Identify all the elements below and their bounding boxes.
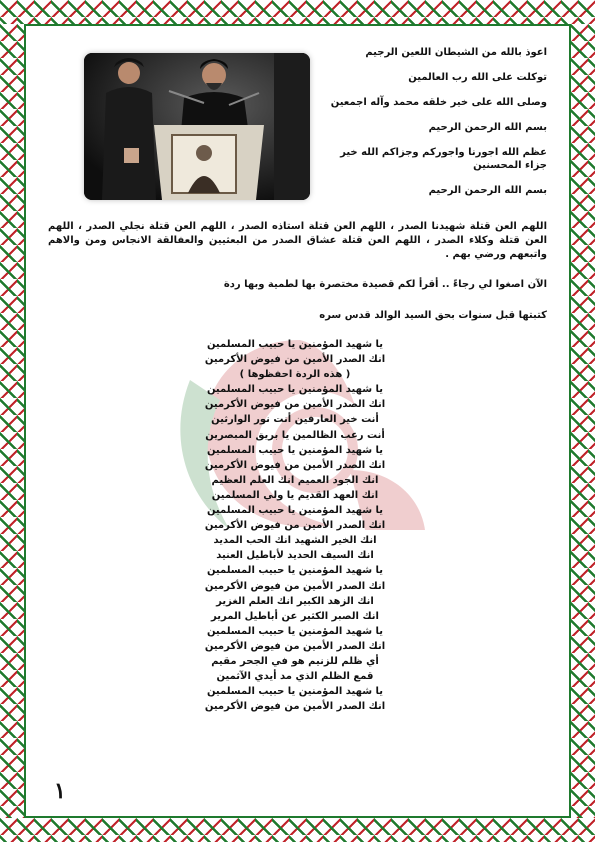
poem-line: انك العهد القديم يا ولي المسلمين (211, 489, 379, 501)
poem-line: انك الصبر الكثير عن أباطيل المرير (211, 610, 379, 622)
decorative-border-left (0, 24, 26, 818)
poem-line: انك الجود العميم انك العلم العظيم (211, 474, 379, 486)
intro-line: بسم الله الرحمن الرحيم (428, 185, 547, 196)
poem-line: يا شهيد المؤمنين يا حبيب المسلمين (206, 625, 384, 637)
poem-line: انك الصدر الأمين من فيوض الأكرمين (204, 354, 386, 366)
poem-line: يا شهيد المؤمنين يا حبيب المسلمين (206, 565, 384, 577)
poem (150, 337, 440, 714)
written-note-text: كتبتها قبل سنوات بحق السيد الوالد قدس سره (319, 310, 547, 321)
intro-line: عظم الله اجورنا واجوركم وجزاكم الله خير جزاء المحسنين (340, 147, 547, 171)
curse-paragraph (48, 220, 547, 262)
poem-line: انك الصدر الأمين من فيوض الأكرمين (204, 399, 386, 411)
poem-line: انك الصدر الأمين من فيوض الأكرمين (204, 520, 386, 532)
intro-block (325, 46, 547, 209)
poem-line: انك الزهد الكبير انك العلم الغزير (216, 595, 374, 607)
decorative-border-right (569, 24, 595, 818)
page-number: ١ (54, 778, 66, 804)
curse-paragraph-text: اللهم العن قتلة شهيدنا الصدر ، اللهم العن قتلة استاذه الصدر ، اللهم العن قتلة نجلي الصدر ، اللهم العن قتلة وكلاء الصدر ، اللهم العن قتلة عشاق الصدر من البعثيين والعفالقة الانجاس ومن والاهم واتبعهم ورضي بهم . (48, 221, 547, 260)
poem-line: انك الصدر الأمين من فيوض الأكرمين (204, 640, 386, 652)
poem-line: أنت رعب الظالمين يا بريق المبصرين (205, 429, 385, 441)
poem-line: انك السيف الحديد لأباطيل العنيد (216, 550, 374, 562)
listen-paragraph-text: الآن اصغوا لي رجاءً .. أقرأ لكم قصيدة مختصرة بها لطمية وبها ردة (223, 279, 547, 290)
poem-line: يا شهيد المؤمنين يا حبيب المسلمين (206, 339, 384, 350)
decorative-border-bottom (0, 816, 595, 842)
decorative-border-top (0, 0, 595, 26)
intro-line: توكلت على الله رب العالمين (408, 72, 547, 83)
poem-line: انك الصدر الأمين من فيوض الأكرمين (204, 701, 386, 713)
written-note-paragraph (48, 309, 547, 323)
poem-line: يا شهيد المؤمنين يا حبيب المسلمين (206, 505, 384, 517)
speaker-photo (84, 53, 310, 200)
poem-line: يا شهيد المؤمنين يا حبيب المسلمين (206, 686, 384, 698)
poem-line: انك الخير الشهيد انك الحب المديد (213, 535, 377, 547)
poem-line: ( هذه الردة احفظوها ) (239, 369, 351, 381)
intro-line: وصلى الله على خير خلقه محمد وآله اجمعين (330, 97, 547, 108)
poem-line: قمع الظلم الذي مد أيدي الآثمين (216, 671, 374, 683)
poem-line: يا شهيد المؤمنين يا حبيب المسلمين (206, 384, 384, 396)
listen-paragraph (48, 278, 547, 292)
poem-line: انك الصدر الأمين من فيوض الأكرمين (204, 580, 386, 592)
poem-line: أي ظلم للزنيم هو في الجحر مقيم (211, 655, 379, 667)
poem-line: يا شهيد المؤمنين يا حبيب المسلمين (206, 444, 384, 456)
intro-line: بسم الله الرحمن الرحيم (428, 122, 547, 133)
poem-line: انك الصدر الأمين من فيوض الأكرمين (204, 459, 386, 471)
poem-line: أنت خير العارفين أنت نور الوارثين (211, 414, 379, 426)
intro-line: اعوذ بالله من الشيطان اللعين الرجيم (365, 47, 547, 58)
